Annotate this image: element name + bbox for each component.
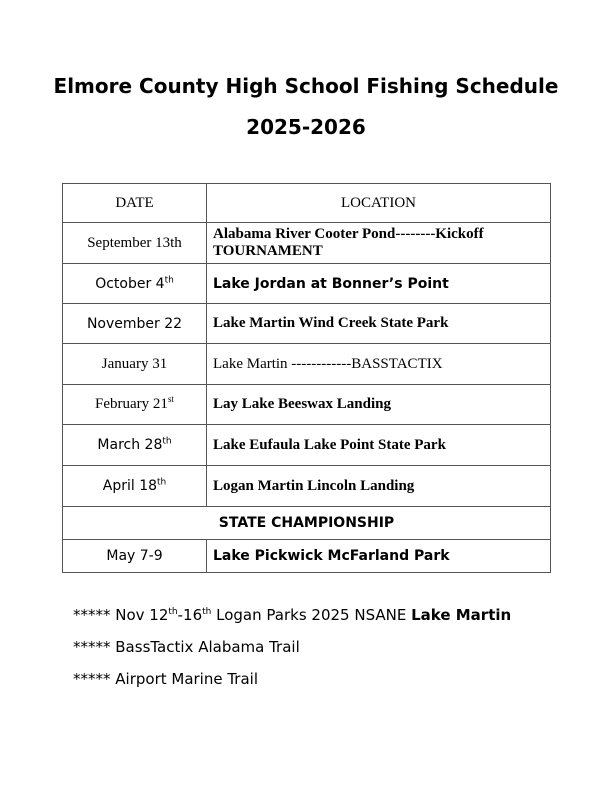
note-sup: th: [202, 607, 212, 617]
row-location: Lake Martin ------------BASSTACTIX: [207, 344, 551, 385]
row-date-text: October 4: [95, 275, 165, 292]
championship-header-row: [63, 507, 551, 540]
row-location-line1: Alabama River Cooter Pond--------Kickoff: [213, 226, 484, 242]
table-row: [63, 466, 551, 507]
row-date: [63, 466, 207, 507]
row-location: Lay Lake Beeswax Landing: [207, 385, 551, 425]
row-date: May 7-9: [63, 540, 207, 573]
table-row: [63, 264, 551, 304]
table-header-row: [63, 184, 551, 223]
row-location: [207, 223, 551, 264]
row-location-line2: TOURNAMENT: [213, 243, 323, 259]
row-date-suffix: th: [164, 274, 174, 285]
row-date-suffix: th: [157, 477, 167, 488]
schedule-table: [62, 183, 551, 573]
row-date-suffix: st: [167, 394, 174, 404]
row-location: Lake Martin Wind Creek State Park: [207, 304, 551, 344]
table-row: [63, 223, 551, 264]
row-location: Lake Jordan at Bonner’s Point: [207, 264, 551, 304]
note-item: ***** BassTactix Alabama Trail: [73, 638, 300, 656]
note-sup: th: [168, 607, 178, 617]
header-date: DATE: [63, 184, 207, 223]
page-title: Elmore County High School Fishing Schedule: [53, 74, 559, 98]
row-location: Logan Martin Lincoln Landing: [207, 466, 551, 507]
note-text: Logan Parks 2025 NSANE: [211, 606, 412, 624]
note-item: ***** Airport Marine Trail: [73, 670, 259, 688]
row-date-text: April 18: [102, 478, 158, 494]
table-row: [63, 425, 551, 466]
row-date: January 31: [63, 344, 207, 385]
table-row: [63, 304, 551, 344]
row-date: September 13th: [63, 223, 207, 264]
note-text: ***** Nov 12: [73, 606, 169, 624]
row-date-suffix: th: [162, 436, 172, 447]
row-location: Lake Pickwick McFarland Park: [207, 540, 551, 573]
row-date-text: February 21: [95, 396, 168, 412]
note-text: -16: [177, 606, 203, 624]
header-location: LOCATION: [207, 184, 551, 223]
row-date: [63, 385, 207, 425]
row-location: Lake Eufaula Lake Point State Park: [207, 425, 551, 466]
row-date-text: March 28: [97, 437, 163, 453]
row-date: [63, 425, 207, 466]
row-date: [63, 264, 207, 304]
row-date: November 22: [63, 304, 207, 344]
table-row: [63, 385, 551, 425]
championship-label: STATE CHAMPIONSHIP: [63, 507, 551, 540]
page-subtitle: 2025-2026: [246, 115, 366, 139]
note-item: [73, 603, 511, 635]
note-bold: Lake Martin: [411, 606, 512, 624]
table-row: [63, 540, 551, 573]
table-row: [63, 344, 551, 385]
notes-list: [73, 603, 511, 699]
